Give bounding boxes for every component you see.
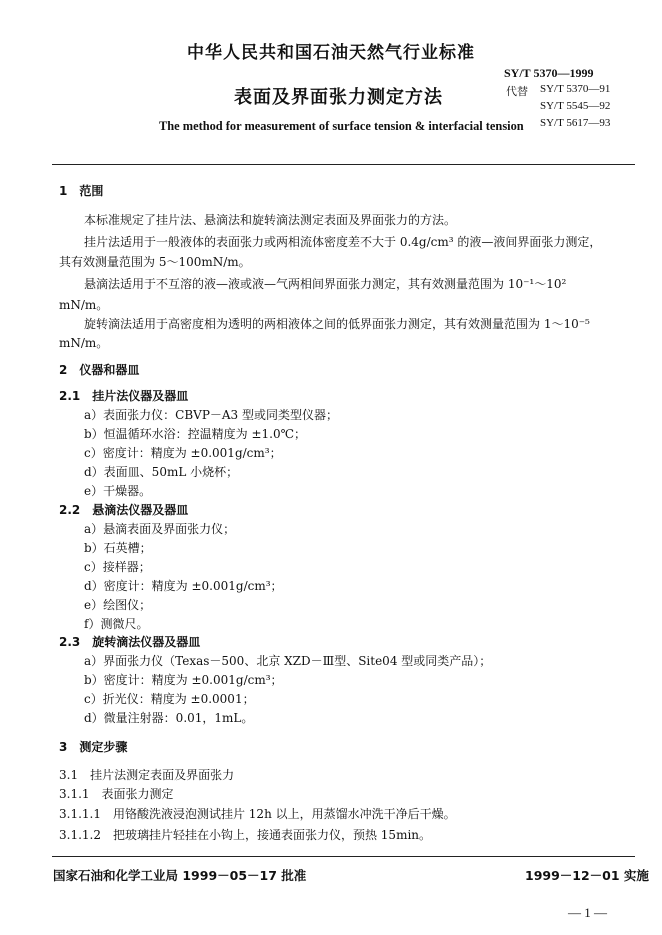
- scope-paragraph: 旋转滴法适用于高密度相为透明的两相液体之间的低界面张力测定，其有效测量范围为 1～10⁻⁵: [84, 317, 590, 331]
- list-item: d）微量注射器：0.01，1mL。: [84, 711, 254, 725]
- scope-paragraph: 本标准规定了挂片法、悬滴法和旋转滴法测定表面及界面张力的方法。: [84, 213, 457, 227]
- subsection-2-1-heading: 2.1 挂片法仪器及器皿: [59, 389, 189, 403]
- document-title: 表面及界面张力测定方法: [234, 87, 443, 108]
- scope-paragraph-cont: 其有效测量范围为 5～100mN/m。: [59, 255, 251, 269]
- section-3-heading: 3 测定步骤: [59, 740, 128, 754]
- scope-paragraph: 挂片法适用于一般液体的表面张力或两相流体密度差不大于 0.4g/cm³ 的液—液间界面张力测定，: [84, 235, 602, 249]
- document-title-english: The method for measurement of surface tension & interfacial tension: [159, 119, 524, 133]
- procedure-step: 3.1.1.2 把玻璃挂片轻挂在小钩上，接通表面张力仪，预热 15min。: [59, 828, 432, 842]
- list-item: b）密度计：精度为 ±0.001g/cm³；: [84, 673, 283, 687]
- subsection-3-1-heading: 3.1 挂片法测定表面及界面张力: [59, 768, 235, 782]
- footer-divider: [52, 856, 635, 857]
- list-item: c）接样器；: [84, 560, 151, 574]
- list-item: a）悬滴表面及界面张力仪；: [84, 522, 236, 536]
- list-item: b）石英槽；: [84, 541, 152, 555]
- standard-category-title: 中华人民共和国石油天然气行业标准: [187, 43, 475, 63]
- subsection-2-3-heading: 2.3 旋转滴法仪器及器皿: [59, 635, 201, 649]
- subsection-2-2-heading: 2.2 悬滴法仪器及器皿: [59, 503, 189, 517]
- effective-date: 1999－12－01 实施: [525, 868, 649, 883]
- list-item: f）测微尺。: [84, 617, 149, 631]
- list-item: a）界面张力仪（Texas－500、北京 XZD－Ⅲ型、Site04 型或同类产品）；: [84, 654, 492, 668]
- header-divider: [52, 164, 635, 165]
- list-item: e）干燥器。: [84, 484, 152, 498]
- list-item: b）恒温循环水浴：控温精度为 ±1.0℃；: [84, 427, 307, 441]
- procedure-step: 3.1.1.1 用铬酸洗液浸泡测试挂片 12h 以上，用蒸馏水冲洗干净后干燥。: [59, 807, 456, 821]
- section-1-heading: 1 范围: [59, 184, 104, 198]
- list-item: c）密度计：精度为 ±0.001g/cm³；: [84, 446, 282, 460]
- list-item: d）表面皿、50mL 小烧杯；: [84, 465, 239, 479]
- approval-info: 国家石油和化学工业局 1999－05－17 批准: [53, 868, 307, 883]
- section-2-heading: 2 仪器和器皿: [59, 363, 140, 377]
- scope-paragraph-cont: mN/m。: [59, 336, 109, 350]
- replaced-standard: SY/T 5545—92: [540, 100, 611, 112]
- scope-paragraph: 悬滴法适用于不互溶的液—液或液—气两相间界面张力测定，其有效测量范围为 10⁻¹～10²: [84, 277, 567, 291]
- list-item: c）折光仪：精度为 ±0.0001；: [84, 692, 255, 706]
- replaced-standard: SY/T 5617—93: [540, 117, 611, 129]
- list-item: a）表面张力仪：CBVP－A3 型或同类型仪器；: [84, 408, 339, 422]
- list-item: e）绘图仪；: [84, 598, 152, 612]
- list-item: d）密度计：精度为 ±0.001g/cm³；: [84, 579, 283, 593]
- page-number: — 1 —: [568, 905, 607, 920]
- replaced-standard: SY/T 5370—91: [540, 83, 611, 95]
- subsection-3-1-1-heading: 3.1.1 表面张力测定: [59, 787, 174, 801]
- document-number: SY/T 5370—1999: [504, 66, 594, 80]
- scope-paragraph-cont: mN/m。: [59, 298, 109, 312]
- replaces-label: 代替: [506, 86, 528, 98]
